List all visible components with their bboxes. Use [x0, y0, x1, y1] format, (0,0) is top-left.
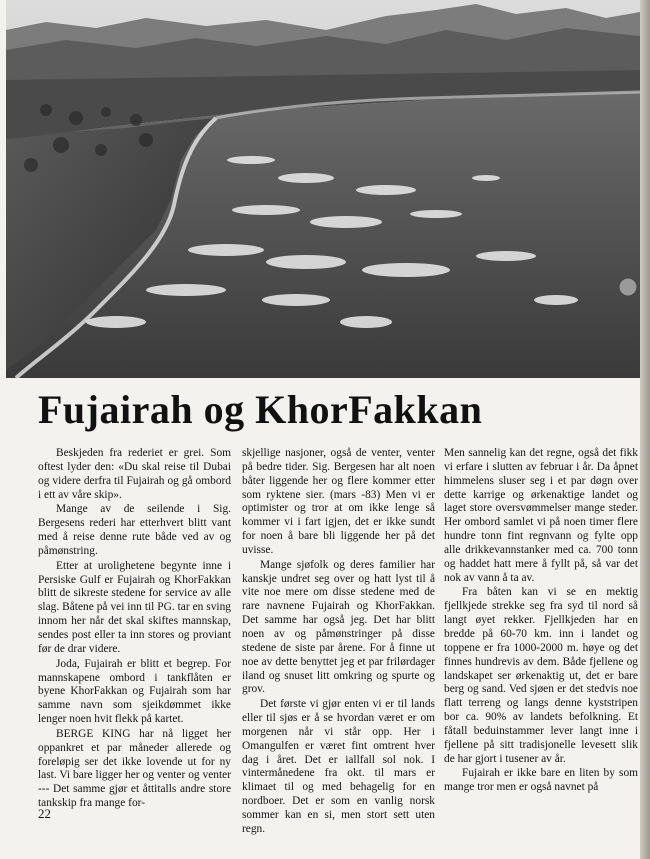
paragraph: Fujairah er ikke bare en liten by som mange tror men er også navnet på [444, 767, 638, 794]
paragraph: Men sannelig kan det regne, også det fikk vi erfare i slutten av februar i år. Da åpnet himmelens sluser seg i et par døgn over dette karrige og ørkenaktige landet og laget store oversvømmelser mange steder. Her ombord samlet vi på noen timer flere hundre tonn fint regnvann og fylte opp alle drikkevannstanker med ca. 700 tonn og haddet hatt mere å fyllt på, så var det nok av vann å ta av. [444, 447, 638, 584]
page-number: 22 [38, 806, 51, 821]
aerial-coastline-photo [6, 0, 640, 378]
photo-illustration [6, 0, 640, 378]
paragraph: skjellige nasjoner, også de venter, venter på bedre tider. Sig. Bergesen har alt noen båter liggende her og flere kommer etter som ryktene sier. (mars -83) Men vi er optimister og tror at om ikke lenge så kommer vi i fart igjen, det er ikke sundt for noen å bare bli liggende her på det uvisse. [242, 447, 435, 556]
page-fold-edge [640, 0, 650, 859]
paragraph: Etter at urolighetene begynte inne i Persiske Gulf er Fujairah og KhorFakkan blitt de sikreste stedene for service av alle slag. Båtene på vei inn til PG. tar en sving innom her når det skal skiftes mannskap, sendes post eller ta inn stores og proviant før de drar videre. [38, 559, 231, 655]
article-title: Fujairah og KhorFakkan [38, 387, 483, 432]
text-column-1 [38, 447, 231, 811]
paragraph: Beskjeden fra rederiet er grei. Som oftest lyder den: «Du skal reise til Dubai og videre derfra til Fujairah og gå ombord i ett av våre skip». [38, 447, 231, 501]
text-column-2 [242, 447, 435, 837]
paragraph: Fra båten kan vi se en mektig fjellkjede strekke seg fra syd til nord så langt øyet rekker. Fjellkjeden har en bredde på 60-70 km. inn i landet og toppene er fra 1000-2000 m. høye og det finnes hundrevis av dem. Både fjellene og landskapet ser ørkenaktig ut, det er bare berg og sand. Ved sjøen er det stedvis noe flatt terreng og langs denne kyststripen bor ca. 90% av landets befolkning. Et fåtall beduinstammer lever langt inne i fjellene på sitt tradisjonelle levesett slik de har gjort i tusener av år. [444, 586, 638, 765]
paragraph: Mange av de seilende i Sig. Bergesens rederi har etterhvert blitt vant med å reise denne rute både ved av og påmønstring. [38, 503, 231, 557]
paragraph: Mange sjøfolk og deres familier har kanskje undret seg over og hatt lyst til å vite noe mere om disse stedene med de rare navnene Fujairah og KhorFakkan. Det samme har også jeg. Det har blitt noen av og påmønstringer på disse stedene de siste par årene. For å finne ut noe av dette benyttet jeg et par frilørdager iland og snuset litt omkring og spurte og grov. [242, 558, 435, 696]
paragraph: Joda, Fujairah er blitt et begrep. For mannskapene ombord i tankflåten er byene KhorFakkan og Fujairah som har samme navn som sjeikdømmet ikke lenger noen hvit flekk på kartet. [38, 657, 231, 726]
paragraph: Det første vi gjør enten vi er til lands eller til sjøs er å se hvordan været er om morgenen når vi står opp. Her i Omangulfen er været fint omtrent hver dag i året. Det er iallfall sol nok. I vintermånedene fra okt. til mars er klimaet til og med behagelig for en nordboer. Det er som en vanlig norsk sommer kan en si, men stort sett uten regn. [242, 698, 435, 835]
paragraph: BERGE KING har nå ligget her oppankret et par måneder allerede og foreløpig ser det ikke lovende ut for ny last. Vi bare ligger her og venter og venter --- Det samme gjør et åttitalls andre store tankskip fra mange for- [38, 727, 231, 810]
text-column-3 [444, 447, 638, 795]
